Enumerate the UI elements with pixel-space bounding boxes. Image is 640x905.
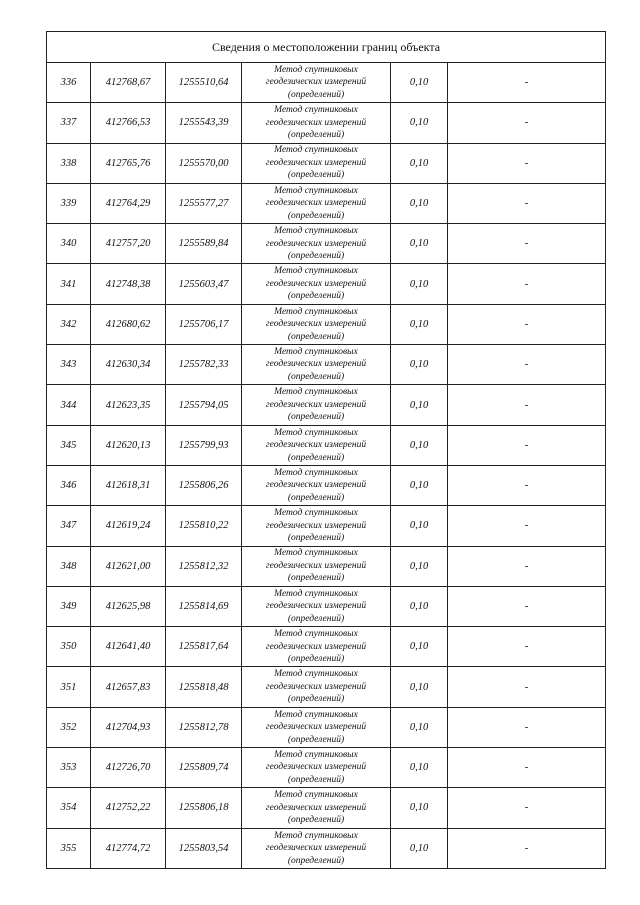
note-cell: -	[448, 385, 606, 425]
table-row	[47, 224, 606, 264]
method-cell	[242, 748, 391, 788]
table-row	[47, 707, 606, 747]
method-line: геодезических измерений	[265, 520, 367, 531]
coordinate-x-cell: 412766,53	[91, 103, 166, 143]
method-line: геодезических измерений	[265, 762, 367, 773]
coordinate-x-cell: 412621,00	[91, 546, 166, 586]
point-number-cell: 342	[47, 304, 91, 344]
point-number-cell: 349	[47, 586, 91, 626]
coordinate-y-cell: 1255814,69	[166, 586, 242, 626]
accuracy-cell: 0,10	[391, 224, 448, 264]
note-cell: -	[448, 465, 606, 505]
method-line: Метод спутниковых	[274, 709, 358, 720]
method-cell	[242, 586, 391, 626]
method-line: (определений)	[287, 170, 345, 181]
method-line: (определений)	[287, 291, 345, 302]
accuracy-cell: 0,10	[391, 385, 448, 425]
table-row	[47, 546, 606, 586]
point-number-cell: 345	[47, 425, 91, 465]
accuracy-cell: 0,10	[391, 103, 448, 143]
coordinate-y-cell: 1255806,18	[166, 788, 242, 828]
coordinate-y-cell: 1255817,64	[166, 627, 242, 667]
table-row	[47, 345, 606, 385]
method-line: геодезических измерений	[265, 440, 367, 451]
note-cell: -	[448, 506, 606, 546]
point-number-cell: 337	[47, 103, 91, 143]
method-line: геодезических измерений	[265, 843, 367, 854]
method-line: геодезических измерений	[265, 117, 367, 128]
note-cell: -	[448, 224, 606, 264]
coordinate-x-cell: 412752,22	[91, 788, 166, 828]
coordinate-x-cell: 412704,93	[91, 707, 166, 747]
coordinate-x-cell: 412657,83	[91, 667, 166, 707]
method-line: геодезических измерений	[265, 722, 367, 733]
method-cell	[242, 627, 391, 667]
method-line: Метод спутниковых	[274, 145, 358, 156]
method-cell	[242, 103, 391, 143]
coordinate-y-cell: 1255799,93	[166, 425, 242, 465]
point-number-cell: 350	[47, 627, 91, 667]
method-cell	[242, 667, 391, 707]
coordinate-x-cell: 412726,70	[91, 748, 166, 788]
table-row	[47, 264, 606, 304]
point-number-cell: 336	[47, 63, 91, 103]
coordinate-y-cell: 1255812,78	[166, 707, 242, 747]
note-cell: -	[448, 546, 606, 586]
method-cell	[242, 425, 391, 465]
coordinate-x-cell: 412623,35	[91, 385, 166, 425]
method-line: (определений)	[287, 734, 345, 745]
method-line: Метод спутниковых	[274, 105, 358, 116]
method-cell	[242, 345, 391, 385]
method-line: (определений)	[287, 371, 345, 382]
method-line: геодезических измерений	[265, 681, 367, 692]
method-line: (определений)	[287, 492, 345, 503]
method-line: геодезических измерений	[265, 359, 367, 370]
note-cell: -	[448, 748, 606, 788]
coordinate-y-cell: 1255803,54	[166, 828, 242, 868]
method-line: геодезических измерений	[265, 560, 367, 571]
method-line: Метод спутниковых	[274, 669, 358, 680]
point-number-cell: 351	[47, 667, 91, 707]
point-number-cell: 338	[47, 143, 91, 183]
coordinate-y-cell: 1255570,00	[166, 143, 242, 183]
method-line: Метод спутниковых	[274, 830, 358, 841]
table-row	[47, 385, 606, 425]
method-line: геодезических измерений	[265, 198, 367, 209]
coordinate-x-cell: 412619,24	[91, 506, 166, 546]
method-cell	[242, 506, 391, 546]
note-cell: -	[448, 345, 606, 385]
table-header-row	[47, 32, 606, 63]
coordinate-x-cell: 412774,72	[91, 828, 166, 868]
method-cell	[242, 828, 391, 868]
method-line: Метод спутниковых	[274, 387, 358, 398]
method-line: (определений)	[287, 89, 345, 100]
coordinate-y-cell: 1255806,26	[166, 465, 242, 505]
coordinate-y-cell: 1255577,27	[166, 183, 242, 223]
note-cell: -	[448, 707, 606, 747]
accuracy-cell: 0,10	[391, 788, 448, 828]
note-cell: -	[448, 425, 606, 465]
method-line: геодезических измерений	[265, 278, 367, 289]
coordinate-x-cell: 412764,29	[91, 183, 166, 223]
coordinate-x-cell: 412768,67	[91, 63, 166, 103]
point-number-cell: 344	[47, 385, 91, 425]
method-line: Метод спутниковых	[274, 749, 358, 760]
method-line: Метод спутниковых	[274, 266, 358, 277]
table-row	[47, 788, 606, 828]
method-cell	[242, 788, 391, 828]
accuracy-cell: 0,10	[391, 828, 448, 868]
method-cell	[242, 546, 391, 586]
accuracy-cell: 0,10	[391, 748, 448, 788]
method-line: (определений)	[287, 855, 345, 866]
table-row	[47, 586, 606, 626]
table-row	[47, 103, 606, 143]
note-cell: -	[448, 788, 606, 828]
method-line: (определений)	[287, 251, 345, 262]
accuracy-cell: 0,10	[391, 506, 448, 546]
coordinate-y-cell: 1255812,32	[166, 546, 242, 586]
accuracy-cell: 0,10	[391, 627, 448, 667]
method-line: Метод спутниковых	[274, 588, 358, 599]
table-row	[47, 425, 606, 465]
method-line: (определений)	[287, 452, 345, 463]
table-row	[47, 667, 606, 707]
coordinate-y-cell: 1255809,74	[166, 748, 242, 788]
method-cell	[242, 63, 391, 103]
accuracy-cell: 0,10	[391, 183, 448, 223]
method-line: геодезических измерений	[265, 77, 367, 88]
method-line: Метод спутниковых	[274, 306, 358, 317]
method-line: (определений)	[287, 130, 345, 141]
accuracy-cell: 0,10	[391, 546, 448, 586]
coordinate-y-cell: 1255818,48	[166, 667, 242, 707]
point-number-cell: 353	[47, 748, 91, 788]
method-line: (определений)	[287, 210, 345, 221]
method-line: (определений)	[287, 694, 345, 705]
accuracy-cell: 0,10	[391, 345, 448, 385]
accuracy-cell: 0,10	[391, 586, 448, 626]
method-cell	[242, 385, 391, 425]
coordinate-y-cell: 1255543,39	[166, 103, 242, 143]
table-title: Сведения о местоположении границ объекта	[47, 32, 606, 63]
accuracy-cell: 0,10	[391, 465, 448, 505]
coordinate-y-cell: 1255510,64	[166, 63, 242, 103]
coordinate-x-cell: 412618,31	[91, 465, 166, 505]
method-cell	[242, 143, 391, 183]
note-cell: -	[448, 143, 606, 183]
accuracy-cell: 0,10	[391, 304, 448, 344]
method-line: геодезических измерений	[265, 601, 367, 612]
method-line: Метод спутниковых	[274, 548, 358, 559]
note-cell: -	[448, 103, 606, 143]
table-row	[47, 828, 606, 868]
method-line: (определений)	[287, 412, 345, 423]
note-cell: -	[448, 828, 606, 868]
method-line: Метод спутниковых	[274, 629, 358, 640]
table-row	[47, 183, 606, 223]
method-line: геодезических измерений	[265, 319, 367, 330]
point-number-cell: 346	[47, 465, 91, 505]
method-line: Метод спутниковых	[274, 790, 358, 801]
note-cell: -	[448, 264, 606, 304]
method-line: Метод спутниковых	[274, 226, 358, 237]
method-line: Метод спутниковых	[274, 467, 358, 478]
note-cell: -	[448, 627, 606, 667]
method-line: (определений)	[287, 613, 345, 624]
point-number-cell: 355	[47, 828, 91, 868]
method-cell	[242, 183, 391, 223]
method-line: (определений)	[287, 815, 345, 826]
method-line: (определений)	[287, 331, 345, 342]
method-cell	[242, 465, 391, 505]
coordinate-x-cell: 412630,34	[91, 345, 166, 385]
method-line: (определений)	[287, 533, 345, 544]
method-line: геодезических измерений	[265, 641, 367, 652]
method-line: геодезических измерений	[265, 238, 367, 249]
note-cell: -	[448, 667, 606, 707]
method-line: (определений)	[287, 774, 345, 785]
table-body	[47, 32, 606, 869]
point-number-cell: 347	[47, 506, 91, 546]
note-cell: -	[448, 586, 606, 626]
coordinate-y-cell: 1255589,84	[166, 224, 242, 264]
accuracy-cell: 0,10	[391, 63, 448, 103]
method-line: геодезических измерений	[265, 802, 367, 813]
accuracy-cell: 0,10	[391, 425, 448, 465]
method-line: (определений)	[287, 654, 345, 665]
note-cell: -	[448, 63, 606, 103]
coordinate-x-cell: 412680,62	[91, 304, 166, 344]
accuracy-cell: 0,10	[391, 667, 448, 707]
coordinate-x-cell: 412748,38	[91, 264, 166, 304]
method-cell	[242, 707, 391, 747]
coordinate-x-cell: 412765,76	[91, 143, 166, 183]
point-number-cell: 341	[47, 264, 91, 304]
coordinate-x-cell: 412641,40	[91, 627, 166, 667]
table-row	[47, 748, 606, 788]
method-line: Метод спутниковых	[274, 64, 358, 75]
table-row	[47, 627, 606, 667]
method-cell	[242, 224, 391, 264]
point-number-cell: 339	[47, 183, 91, 223]
method-line: геодезических измерений	[265, 399, 367, 410]
method-cell	[242, 304, 391, 344]
coordinate-x-cell: 412625,98	[91, 586, 166, 626]
coordinate-x-cell: 412620,13	[91, 425, 166, 465]
table-row	[47, 63, 606, 103]
method-line: (определений)	[287, 573, 345, 584]
point-number-cell: 340	[47, 224, 91, 264]
method-line: Метод спутниковых	[274, 185, 358, 196]
coordinate-y-cell: 1255810,22	[166, 506, 242, 546]
accuracy-cell: 0,10	[391, 707, 448, 747]
note-cell: -	[448, 304, 606, 344]
method-line: геодезических измерений	[265, 157, 367, 168]
method-line: Метод спутниковых	[274, 346, 358, 357]
coordinate-y-cell: 1255603,47	[166, 264, 242, 304]
accuracy-cell: 0,10	[391, 143, 448, 183]
table-row	[47, 506, 606, 546]
accuracy-cell: 0,10	[391, 264, 448, 304]
table-row	[47, 304, 606, 344]
method-line: Метод спутниковых	[274, 508, 358, 519]
point-number-cell: 348	[47, 546, 91, 586]
coordinate-y-cell: 1255794,05	[166, 385, 242, 425]
note-cell: -	[448, 183, 606, 223]
boundary-table	[46, 31, 606, 869]
method-line: геодезических измерений	[265, 480, 367, 491]
coordinate-y-cell: 1255782,33	[166, 345, 242, 385]
coordinate-y-cell: 1255706,17	[166, 304, 242, 344]
point-number-cell: 352	[47, 707, 91, 747]
point-number-cell: 343	[47, 345, 91, 385]
table-row	[47, 465, 606, 505]
method-line: Метод спутниковых	[274, 427, 358, 438]
point-number-cell: 354	[47, 788, 91, 828]
method-cell	[242, 264, 391, 304]
coordinate-x-cell: 412757,20	[91, 224, 166, 264]
table-row	[47, 143, 606, 183]
